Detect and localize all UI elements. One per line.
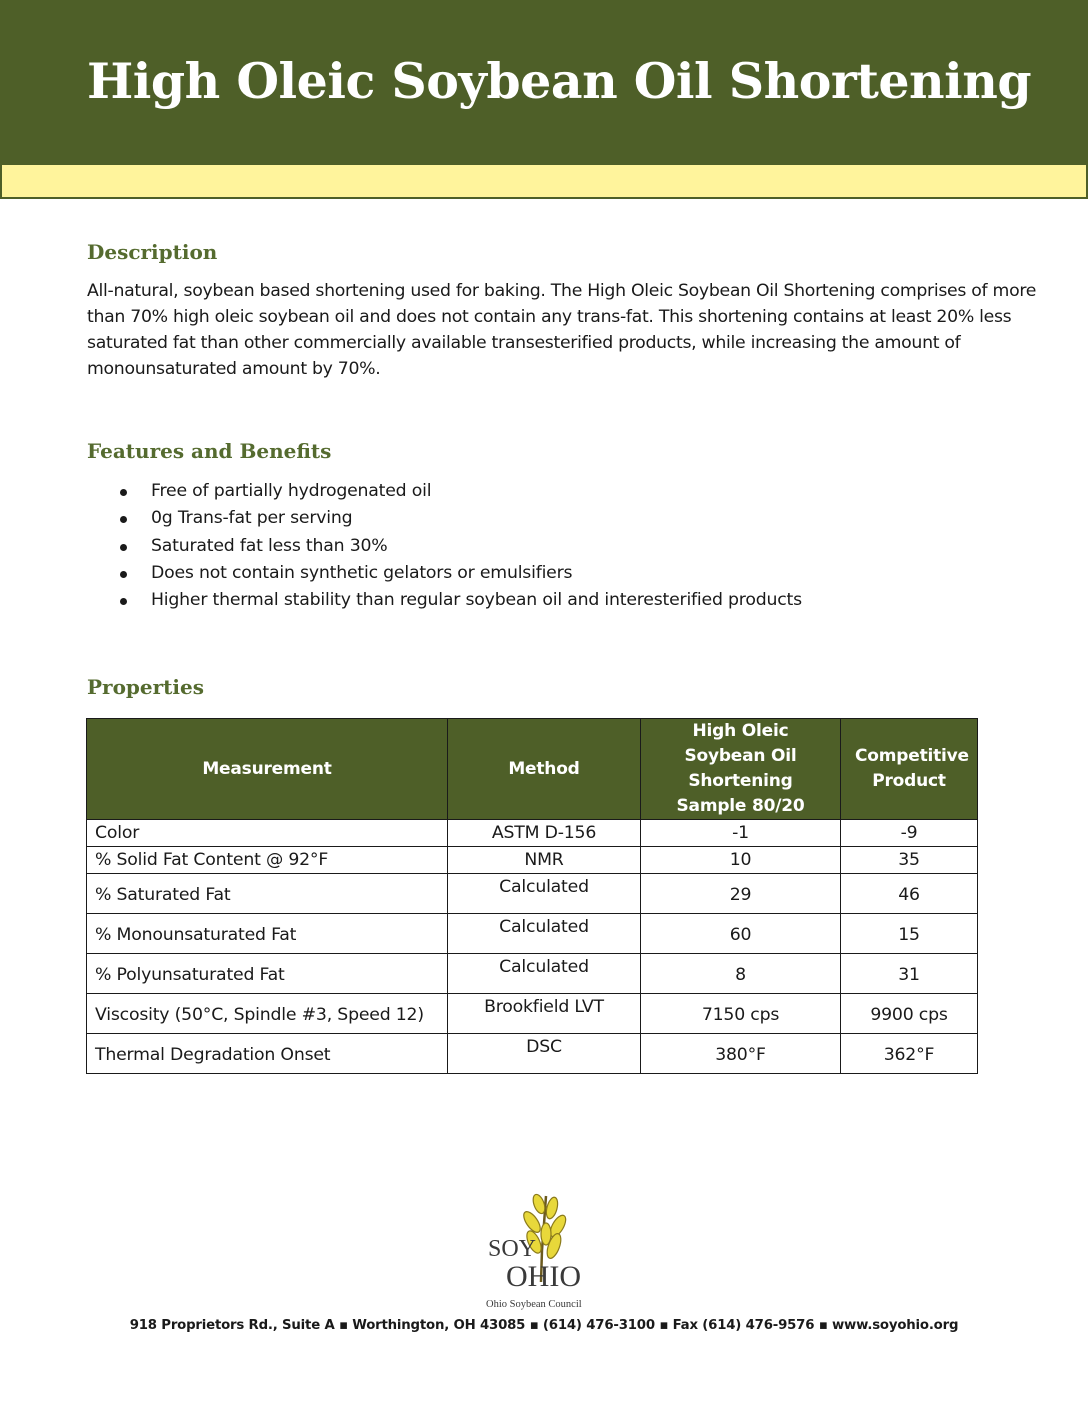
features-list	[120, 478, 802, 614]
header-accent-band	[0, 165, 1088, 199]
measurement-cell: % Saturated Fat	[87, 874, 448, 914]
sample-value-cell: -1	[641, 820, 841, 847]
feature-item: Does not contain synthetic gelators or emulsifiers	[120, 560, 802, 587]
table-row	[87, 994, 978, 1034]
measurement-cell: Thermal Degradation Onset	[87, 1034, 448, 1074]
table-header-row	[87, 719, 978, 820]
table-row	[87, 914, 978, 954]
method-cell: NMR	[448, 847, 641, 874]
competitor-value-cell: 362°F	[841, 1034, 978, 1074]
description-heading: Description	[87, 240, 218, 264]
sample-value-cell: 8	[641, 954, 841, 994]
sample-value-cell: 10	[641, 847, 841, 874]
soy-ohio-logo	[484, 1190, 594, 1312]
properties-table	[86, 718, 978, 1074]
competitor-value-cell: 15	[841, 914, 978, 954]
header-banner	[0, 0, 1088, 165]
logo-ohio-text: OHIO	[506, 1260, 581, 1293]
features-heading: Features and Benefits	[87, 439, 332, 463]
feature-item: Free of partially hydrogenated oil	[120, 478, 802, 505]
column-header: Method	[448, 719, 641, 820]
measurement-cell: Color	[87, 820, 448, 847]
competitor-value-cell: 31	[841, 954, 978, 994]
method-cell: Brookfield LVT	[448, 994, 641, 1034]
sample-value-cell: 7150 cps	[641, 994, 841, 1034]
feature-item: 0g Trans-fat per serving	[120, 505, 802, 532]
sample-value-cell: 60	[641, 914, 841, 954]
competitor-value-cell: 9900 cps	[841, 994, 978, 1034]
feature-item: Higher thermal stability than regular soybean oil and interesterified products	[120, 587, 802, 614]
sample-value-cell: 380°F	[641, 1034, 841, 1074]
measurement-cell: % Monounsaturated Fat	[87, 914, 448, 954]
properties-heading: Properties	[87, 675, 204, 699]
feature-item: Saturated fat less than 30%	[120, 533, 802, 560]
measurement-cell: % Solid Fat Content @ 92°F	[87, 847, 448, 874]
measurement-cell: Viscosity (50°C, Spindle #3, Speed 12)	[87, 994, 448, 1034]
page-title: High Oleic Soybean Oil Shortening	[87, 52, 1032, 110]
table-row	[87, 820, 978, 847]
table-row	[87, 847, 978, 874]
logo-caption: Ohio Soybean Council	[486, 1299, 582, 1310]
method-cell: ASTM D-156	[448, 820, 641, 847]
footer-contact: 918 Proprietors Rd., Suite A ▪ Worthington, OH 43085 ▪ (614) 476-3100 ▪ Fax (614) 476-9576 ▪ www.soyohio.org	[129, 1318, 959, 1333]
competitor-value-cell: 35	[841, 847, 978, 874]
column-header: Measurement	[87, 719, 448, 820]
measurement-cell: % Polyunsaturated Fat	[87, 954, 448, 994]
logo-soy-text: SOY	[488, 1236, 537, 1262]
method-cell: Calculated	[448, 954, 641, 994]
sample-value-cell: 29	[641, 874, 841, 914]
method-cell: DSC	[448, 1034, 641, 1074]
column-header: High Oleic Soybean Oil Shortening Sample 80/20	[641, 719, 841, 820]
competitor-value-cell: -9	[841, 820, 978, 847]
column-header: Competitive Product	[841, 719, 978, 820]
description-text: All-natural, soybean based shortening used for baking. The High Oleic Soybean Oil Shortening comprises of more than 70% high oleic soybean oil and does not contain any trans-fat. This shortening contains at least 20% less saturated fat than other commercially available transesterified products, while increasing the amount of monounsaturated amount by 70%.	[87, 281, 1037, 379]
table-row	[87, 954, 978, 994]
method-cell: Calculated	[448, 914, 641, 954]
soybean-pod-icon	[484, 1190, 594, 1312]
competitor-value-cell: 46	[841, 874, 978, 914]
method-cell: Calculated	[448, 874, 641, 914]
table-row	[87, 1034, 978, 1074]
table-row	[87, 874, 978, 914]
